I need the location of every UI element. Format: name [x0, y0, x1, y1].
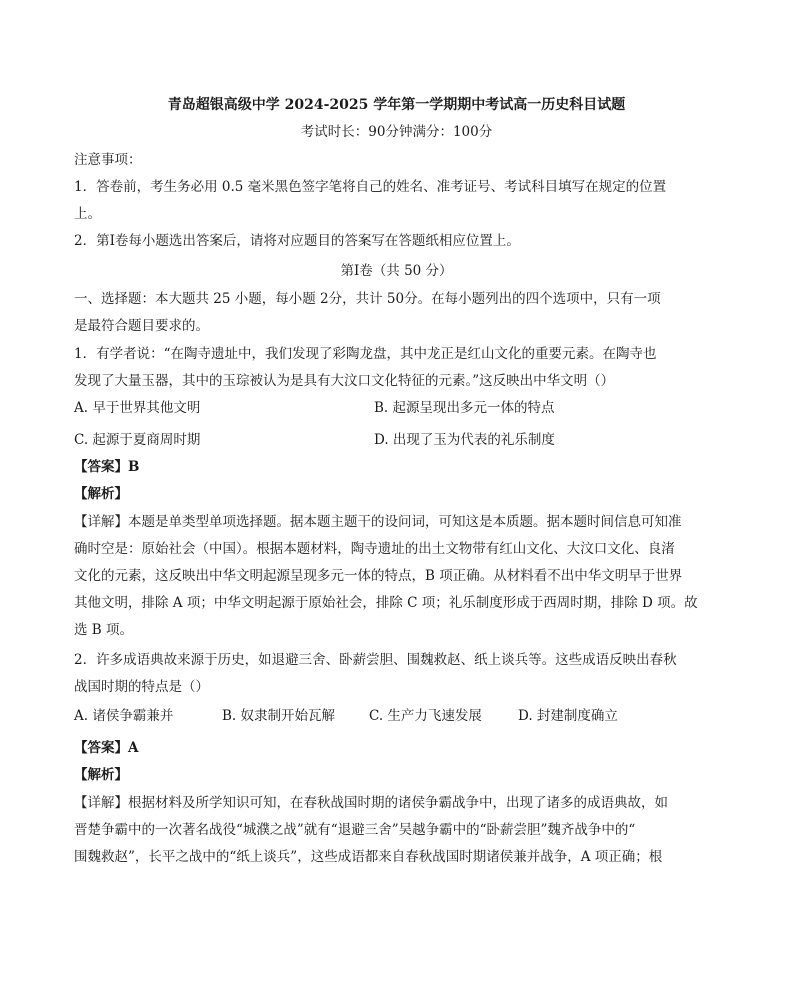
q2-detail-cont-1: 晋楚争霸中的一次著名战役“城濮之战”就有“退避三舍”吴越争霸中的“卧薪尝胆”魏齐战争中的“ [74, 822, 636, 838]
q2-option-b: B. 奴隶制开始瓦解 [222, 708, 336, 724]
q1-analysis-label: 【解析】 [74, 486, 128, 502]
notes-item-1-cont: 上。 [74, 206, 101, 222]
q1-option-a: A. 早于世界其他文明 [74, 400, 201, 416]
q1-answer: 【答案】B [74, 459, 140, 475]
q2-option-c: C. 生产力飞速发展 [369, 708, 482, 724]
section-instructions-cont: 是最符合题目要求的。 [74, 318, 209, 334]
exam-title: 青岛超银高级中学 2024-2025 学年第一学期期中考试高一历史科目试题 [167, 97, 626, 113]
q2-option-a: A. 诸侯争霸兼并 [74, 708, 174, 724]
q2-detail: 【详解】根据材料及所学知识可知，在春秋战国时期的诸侯争霸战争中，出现了诸多的成语典故，如 [74, 795, 668, 811]
notes-heading: 注意事项： [74, 152, 142, 168]
section-instructions: 一、选择题：本大题共 25 小题，每小题 2分，共计 50分。在每小题列出的四个选项中，只有一项 [74, 291, 661, 307]
q1-detail-cont-2: 文化的元素，这反映出中华文明起源呈现多元一体的特点，B 项正确。从材料看不出中华文明早于世界 [74, 568, 683, 584]
q1-detail-cont-1: 确时空是：原始社会（中国）。根据本题材料，陶寺遗址的出土文物带有红山文化、大汶口文化、良渚 [74, 541, 675, 557]
q2-stem: 2．许多成语典故来源于历史，如退避三舍、卧薪尝胆、围魏救赵、纸上谈兵等。这些成语反映出春秋 [74, 652, 677, 668]
exam-subtitle: 考试时长：90分钟满分：100分 [300, 124, 493, 140]
q1-option-d: D. 出现了玉为代表的礼乐制度 [374, 432, 555, 448]
section-heading: 第Ⅰ卷（共 50 分） [340, 263, 453, 279]
q2-detail-cont-2: 围魏救赵”，长平之战中的“纸上谈兵”，这些成语都来自春秋战国时期诸侯兼并战争，A 项正确；根 [74, 849, 663, 865]
q1-detail-cont-4: 选 B 项。 [74, 622, 134, 638]
q1-detail: 【详解】本题是单类型单项选择题。据本题主题干的设问词，可知这是本质题。据本题时间信息可知准 [74, 514, 682, 530]
notes-item-2: 2．第Ⅰ卷每小题选出答案后，请将对应题目的答案写在答题纸相应位置上。 [74, 233, 520, 249]
q1-option-b: B. 起源呈现出多元一体的特点 [374, 400, 555, 416]
notes-item-1: 1．答卷前，考生务必用 0.5 毫米黑色签字笔将自己的姓名、准考证号、考试科目填写在规定的位置 [74, 179, 667, 195]
q2-option-d: D. 封建制度确立 [518, 708, 618, 724]
q2-answer: 【答案】A [74, 740, 139, 756]
q2-stem-cont: 战国时期的特点是（） [74, 679, 209, 695]
q1-detail-cont-3: 其他文明，排除 A 项；中华文明起源于原始社会，排除 C 项；礼乐制度形成于西周时期，排除 D 项。故 [74, 595, 698, 611]
q1-stem-cont: 发现了大量玉器，其中的玉琮被认为是具有大汶口文化特征的元素。”这反映出中华文明（） [74, 373, 615, 389]
q1-stem: 1．有学者说：“在陶寺遗址中，我们发现了彩陶龙盘，其中龙正是红山文化的重要元素。在陶寺也 [74, 346, 657, 362]
q1-option-c: C. 起源于夏商周时期 [74, 432, 201, 448]
q2-analysis-label: 【解析】 [74, 767, 128, 783]
